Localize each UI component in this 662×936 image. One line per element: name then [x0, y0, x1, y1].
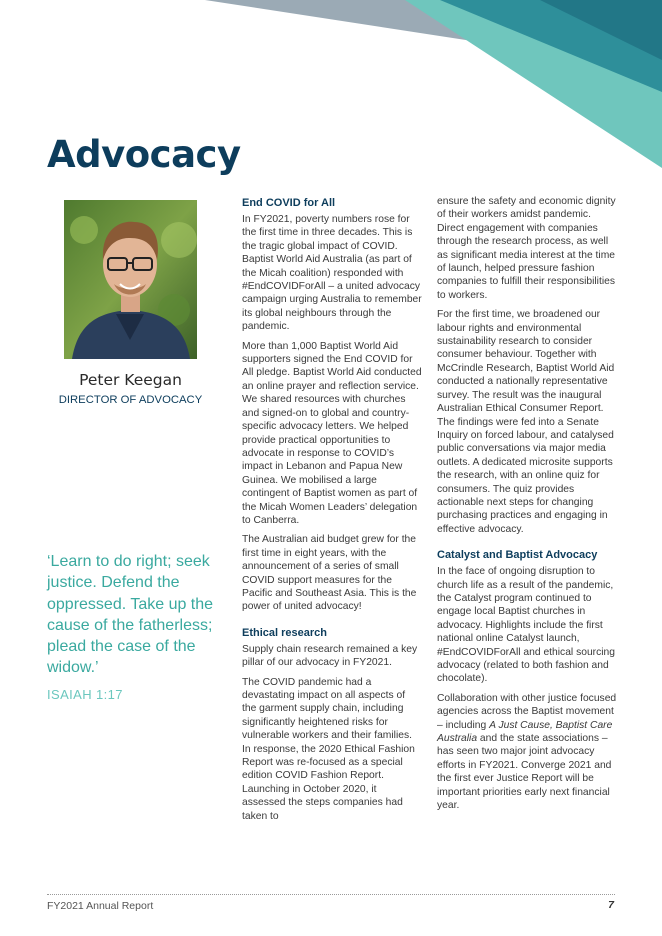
column-left	[242, 196, 422, 823]
paragraph: In FY2021, poverty numbers rose for the first time in three decades. This is the tragic global impact of COVID. Baptist World Aid Australia (as part of the Micah coalition) responded with #EndCOVIDForAll – a united advocacy campaign urging Australia to remember its global neighbours through the pandemic.	[242, 214, 422, 333]
paragraph	[437, 692, 617, 813]
paragraph: The Australian aid budget grew for the first time in eight years, with the announcement of a series of small COVID support measures for the Pacific and Southeast Asia. This is the power of united advocacy!	[242, 534, 417, 613]
pull-quote: ‘Learn to do right; seek justice. Defend the oppressed. Take up the cause of the fatherless; plead the case of the widow.’	[47, 553, 214, 677]
portrait-photo	[64, 200, 197, 359]
page-title: Advocacy	[47, 133, 241, 176]
section-heading-catalyst: Catalyst and Baptist Advocacy	[437, 549, 598, 562]
footer-report-title: FY2021 Annual Report	[47, 900, 154, 912]
paragraph: More than 1,000 Baptist World Aid supporters signed the End COVID for All pledge. Baptist World Aid conducted an online prayer and reflection service. We shared resources with churches and signed-on to global and country-specific advocacy letters. We helped provide practical opportunities to advocate in response to COVID’s impact in Lebanon and Papua New Guinea. We mobilised a large contingent of Baptist women as part of the Micah Women Leaders’ delegation to Canberra.	[242, 340, 422, 526]
page-number: 7	[608, 899, 614, 911]
text-run: Collaboration with other justice focused agencies across the Baptist movement – including	[437, 692, 617, 731]
quote-reference: ISAIAH 1:17	[47, 687, 123, 702]
paragraph: ensure the safety and economic dignity of their workers amidst pandemic. Direct engagement with companies through the research process, as well as significant media interest at the time of launch, helped pressure fashion companies to fulfill their responsibilities to workers.	[437, 196, 616, 301]
section-heading-end-covid: End COVID for All	[242, 197, 336, 209]
paragraph: The COVID pandemic had a devastating impact on all aspects of the garment supply chain, including significantly heightened risks for vulnerable workers and their families. In response, the 2020 Ethical Fashion Report was re-focused as a special edition COVID Fashion Report. Launching in October 2020, it assessed the steps companies had taken to	[242, 676, 415, 822]
organisation-names: A Just Cause, Baptist Care Australia	[437, 719, 613, 745]
paragraph: In the face of ongoing disruption to church life as a result of the pandemic, the Catalyst program continued to engage local Baptist churches in advocacy. Highlights include the first national online Catalyst launch, #EndCOVIDForAll and ethical sourcing advocacy (related to both fashion and chocolate).	[437, 566, 615, 685]
paragraph: For the first time, we broadened our labour rights and environmental sustainability research to consider consumer behaviour. Together with McCrindle Research, Baptist World Aid conducted a nationally representative survey. The result was the inaugural Australian Ethical Consumer Report. The findings were fed into a Senate Inquiry on forced labour, and catalysed public conversations via major media outlets. A dedicated microsite supports the research, with an online quiz for consumers. The quiz provides actionable next steps for changing purchasing practices and engaging in effective advocacy.	[437, 309, 615, 535]
footer-divider	[47, 894, 615, 895]
section-heading-ethical-research: Ethical research	[242, 626, 327, 639]
text-run: and the state associations – has seen two major joint advocacy efforts in FY2021. Converge 2021 and the first ever Justice Report will be important priorities early next financial year.	[437, 733, 612, 812]
column-right	[437, 195, 617, 812]
person-name: Peter Keegan	[79, 371, 182, 389]
paragraph: Supply chain research remained a key pillar of our advocacy in FY2021.	[242, 643, 418, 669]
person-role: DIRECTOR OF ADVOCACY	[58, 394, 203, 406]
